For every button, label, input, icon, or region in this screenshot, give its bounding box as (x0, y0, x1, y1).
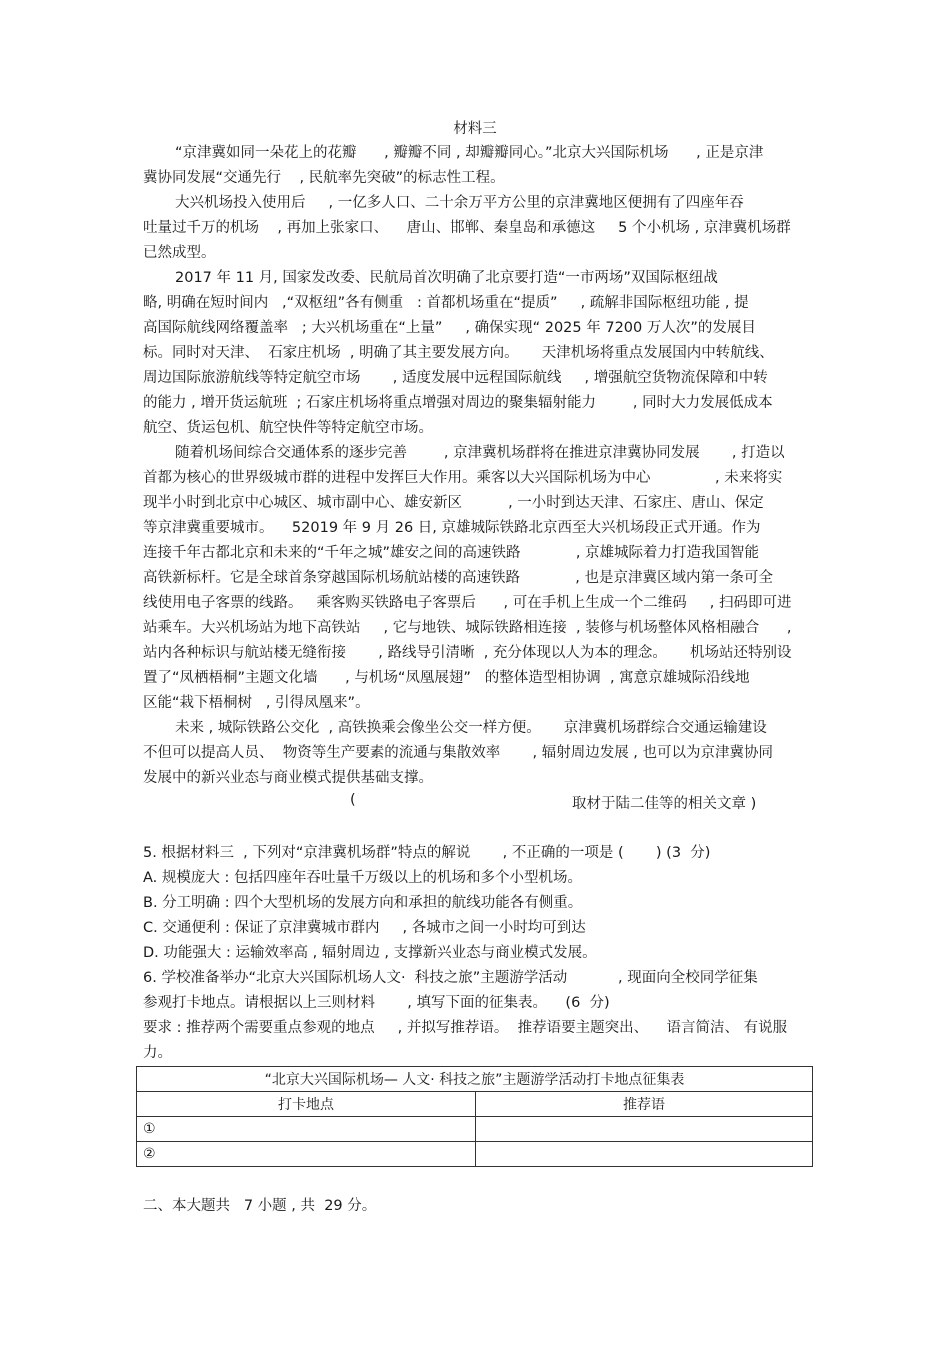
location-cell-2[interactable]: ② (137, 1142, 476, 1167)
question-5-stem: 5. 根据材料三 , 下列对“京津冀机场群”特点的解说 , 不正确的一项是 ( ) (3 分) (143, 845, 711, 861)
passage-line: 首都为核心的世界级城市群的进程中发挥巨大作用。乘客以大兴国际机场为中心 , 未来将实 (143, 470, 783, 486)
passage-line: 站内各种标识与航站楼无缝衔接 , 路线导引清晰 , 充分体现以人为本的理念。 机场站还特别设 (143, 645, 792, 661)
collection-table (136, 1066, 813, 1167)
passage-line: 区能“栽下梧桐树 , 引得凤凰来”。 (143, 695, 370, 711)
question-5-option-d: D. 功能强大 : 运输效率高 , 辐射周边 , 支撑新兴业态与商业模式发展。 (143, 945, 597, 961)
passage-line: 随着机场间综合交通体系的逐步完善 , 京津冀机场群将在推进京津冀协同发展 , 打造以 (175, 445, 785, 461)
section-heading: 二、本大题共 7 小题 , 共 29 分。 (143, 1198, 377, 1214)
passage-line: 站乘车。大兴机场站为地下高铁站 , 它与地铁、城际铁路相连接 , 装修与机场整体风格相融合 , (143, 620, 792, 636)
column-header-recommendation: 推荐语 (476, 1092, 813, 1117)
location-cell-1[interactable]: ① (137, 1117, 476, 1142)
passage-line: 冀协同发展“交通先行 , 民航率先突破”的标志性工程。 (143, 170, 505, 186)
passage-line: 2017 年 11 月, 国家发改委、民航局首次明确了北京要打造“一市两场”双国际枢纽战 (175, 270, 718, 286)
material-title: 材料三 (453, 121, 497, 137)
question-5-option-b: B. 分工明确 : 四个大型机场的发展方向和承担的航线功能各有侧重。 (143, 895, 583, 911)
passage-line: 已然成型。 (143, 245, 216, 261)
source-citation: 取材于陆二佳等的相关文章 ) (572, 796, 757, 812)
question-5-option-c: C. 交通便利 : 保证了京津冀城市群内 , 各城市之间一小时均可到达 (143, 920, 586, 936)
passage-line: 吐量过千万的机场 , 再加上张家口、 唐山、邯郸、秦皇岛和承德这 5 个小机场 , 京津冀机场群 (143, 220, 791, 236)
question-5-option-a: A. 规模庞大 : 包括四座年吞吐量千万级以上的机场和多个小型机场。 (143, 870, 582, 886)
passage-line: “京津冀如同一朵花上的花瓣 , 瓣瓣不同 , 却瓣瓣同心。”北京大兴国际机场 , 正是京津 (175, 145, 764, 161)
question-6-requirement: 力。 (143, 1045, 172, 1061)
passage-line: 线使用电子客票的线路。 乘客购买铁路电子客票后 , 可在手机上生成一个二维码 , 扫码即可进 (143, 595, 792, 611)
passage-line: 等京津冀重要城市。 52019 年 9 月 26 日, 京雄城际铁路北京西至大兴机场段正式开通。作为 (143, 520, 761, 536)
table-row (137, 1142, 813, 1167)
passage-line: 的能力 , 增开货运航班 ; 石家庄机场将重点增强对周边的聚集辐射能力 , 同时大力发展低成本 (143, 395, 773, 411)
source-open-paren: ( (350, 792, 356, 808)
passage-line: 不但可以提高人员、 物资等生产要素的流通与集散效率 , 辐射周边发展 , 也可以为京津冀协同 (143, 745, 774, 761)
passage-line: 略, 明确在短时间内 ,“双枢纽”各有侧重 : 首都机场重在“提质” , 疏解非国际枢纽功能 , 提 (143, 295, 749, 311)
question-6-stem: 参观打卡地点。请根据以上三则材料 , 填写下面的征集表。 (6 分) (143, 995, 610, 1011)
recommendation-cell-2[interactable] (476, 1142, 813, 1167)
passage-line: 现半小时到北京中心城区、城市副中心、雄安新区 , 一小时到达天津、石家庄、唐山、保定 (143, 495, 764, 511)
passage-line: 周边国际旅游航线等特定航空市场 , 适度发展中远程国际航线 , 增强航空货物流保障和中转 (143, 370, 768, 386)
question-6-requirement: 要求 : 推荐两个需要重点参观的地点 , 并拟写推荐语。 推荐语要主题突出、 语言简洁、 有说服 (143, 1020, 788, 1036)
question-6-stem: 6. 学校准备举办“北京大兴国际机场人文· 科技之旅”主题游学活动 , 现面向全校同学征集 (143, 970, 758, 986)
table-row (137, 1117, 813, 1142)
passage-line: 发展中的新兴业态与商业模式提供基础支撑。 (143, 770, 433, 786)
passage-line: 标。同时对天津、 石家庄机场 , 明确了其主要发展方向。 天津机场将重点发展国内中转航线、 (143, 345, 774, 361)
recommendation-cell-1[interactable] (476, 1117, 813, 1142)
passage-line: 连接千年古都北京和未来的“千年之城”雄安之间的高速铁路 , 京雄城际着力打造我国智能 (143, 545, 760, 561)
passage-line: 未来 , 城际铁路公交化 , 高铁换乘会像坐公交一样方便。 京津冀机场群综合交通运输建设 (175, 720, 767, 736)
passage-line: 高铁新标杆。它是全球首条穿越国际机场航站楼的高速铁路 , 也是京津冀区域内第一条可全 (143, 570, 774, 586)
passage-line: 大兴机场投入使用后 , 一亿多人口、二十余万平方公里的京津冀地区便拥有了四座年吞 (175, 195, 744, 211)
table-caption: “北京大兴国际机场— 人文· 科技之旅”主题游学活动打卡地点征集表 (137, 1067, 813, 1092)
passage-line: 高国际航线网络覆盖率 ; 大兴机场重在“上量” , 确保实现“ 2025 年 7200 万人次”的发展目 (143, 320, 756, 336)
passage-line: 置了“凤栖梧桐”主题文化墙 , 与机场“凤凰展翅” 的整体造型相协调 , 寓意京雄城际沿线地 (143, 670, 750, 686)
column-header-location: 打卡地点 (137, 1092, 476, 1117)
passage-line: 航空、货运包机、航空快件等特定航空市场。 (143, 420, 433, 436)
